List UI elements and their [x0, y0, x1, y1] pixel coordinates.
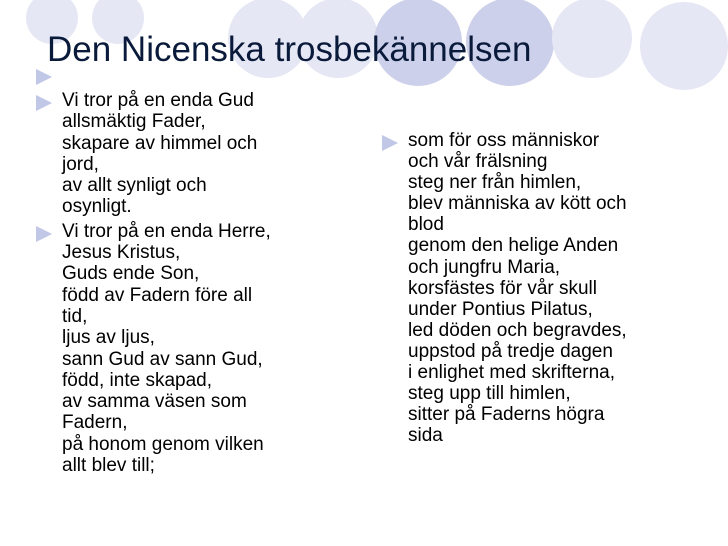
bullet-item [36, 221, 346, 477]
bullet-text: Vi tror på en enda Gud allsmäktig Fader, skapare av himmel och jord, av allt synligt och osynligt. [62, 90, 258, 218]
bullet-item [36, 64, 346, 90]
bullet-text: som för oss människor och vår frälsning steg ner från himlen, blev människa av kött och blod genom den helige Anden och jungfru Maria, korsfästes för vår skull under Pontius Pilatus, led döden och begravdes, uppstod på tredje dagen i enlighet med skrifterna, steg upp till himlen, sitter på Faderns högra sida [408, 130, 627, 447]
bullet-arrow-icon [36, 226, 52, 242]
bullet-text: Vi tror på en enda Herre, Jesus Kristus, Guds ende Son, född av Fadern före all tid, ljus av ljus, sann Gud av sann Gud, född, inte skapad, av samma väsen som Fadern, på honom genom vilken allt blev till; [62, 220, 271, 477]
bullet-item [36, 90, 346, 218]
bullet-arrow-icon [36, 95, 52, 111]
right-column [382, 130, 702, 446]
bullet-item [382, 130, 702, 446]
bullet-arrow-icon [382, 135, 398, 151]
circle-shape [640, 2, 728, 90]
left-column [36, 64, 346, 476]
circle-shape [552, 0, 632, 78]
slide-title: Den Nicenska trosbekännelsen [47, 30, 532, 69]
bullet-arrow-icon [36, 69, 52, 85]
